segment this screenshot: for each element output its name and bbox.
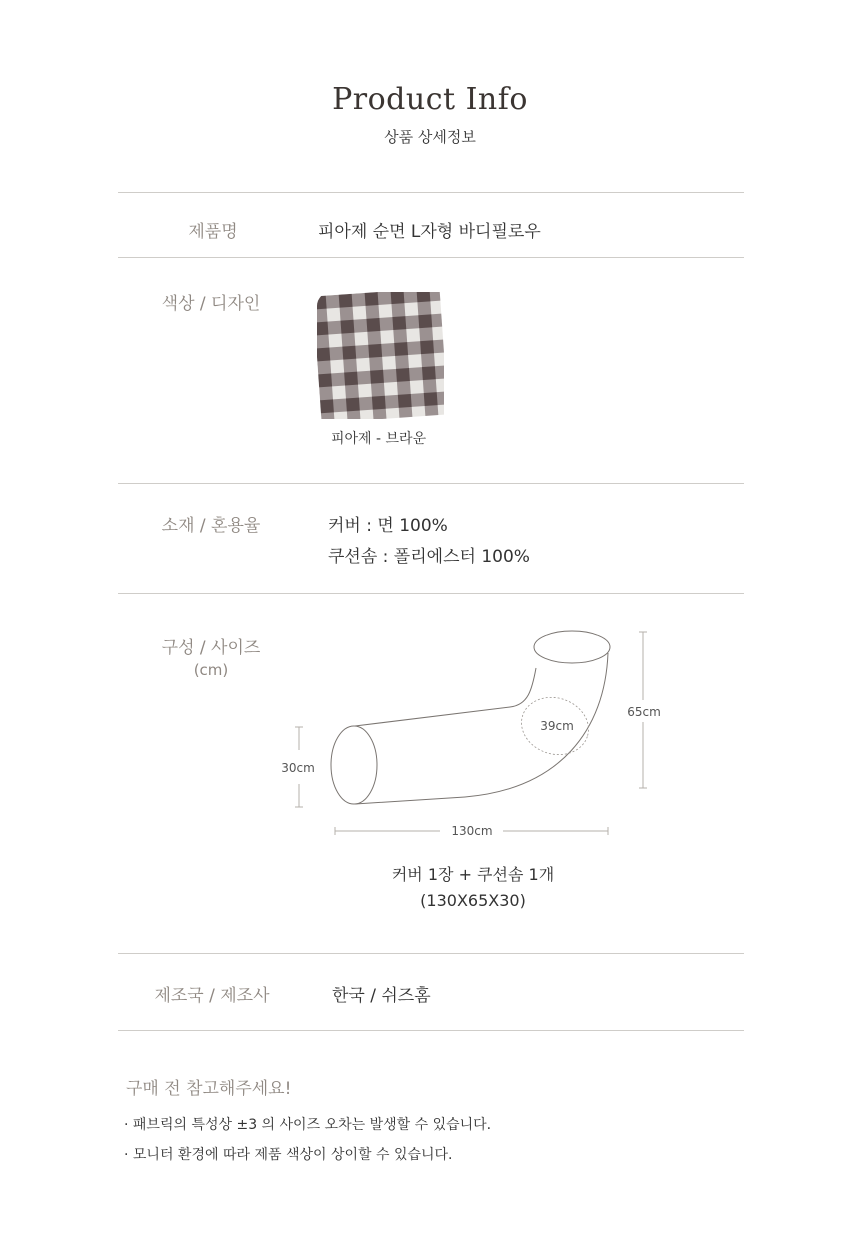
- divider: [118, 953, 744, 954]
- divider: [118, 593, 744, 594]
- fabric-swatch-image: [317, 292, 444, 419]
- origin-value: 한국 / 쉬즈홈: [332, 986, 431, 1006]
- divider: [118, 257, 744, 258]
- material-filling: 쿠션솜 : 폴리에스터 100%: [328, 547, 530, 567]
- dim-width-label: 130cm: [451, 824, 493, 838]
- divider: [118, 483, 744, 484]
- material-cover: 커버 : 면 100%: [328, 516, 448, 536]
- product-name-label: 제품명: [188, 222, 238, 242]
- swatch-caption: 피아제 - 브라운: [331, 431, 427, 447]
- page-title: Product Info: [332, 82, 528, 117]
- color-label: 색상 / 디자인: [161, 294, 261, 314]
- dim-diameter-label: 30cm: [281, 761, 315, 775]
- product-name-value: 피아제 순면 L자형 바디필로우: [318, 222, 541, 242]
- dim-inner-label: 39cm: [540, 719, 574, 733]
- material-label: 소재 / 혼용율: [161, 516, 261, 536]
- divider-bottom: [118, 1030, 744, 1031]
- notice-item: · 모니터 환경에 따라 제품 색상이 상이할 수 있습니다.: [124, 1147, 453, 1163]
- page-subtitle: 상품 상세정보: [384, 128, 476, 146]
- notice-title: 구매 전 참고해주세요!: [126, 1079, 292, 1099]
- composition-text: 커버 1장 + 쿠션솜 1개: [391, 865, 555, 884]
- notice-item: · 패브릭의 특성상 ±3 의 사이즈 오차는 발생할 수 있습니다.: [124, 1117, 492, 1133]
- dim-height-label: 65cm: [627, 705, 661, 719]
- size-label: 구성 / 사이즈: [161, 638, 261, 658]
- composition-dimensions: (130X65X30): [420, 891, 526, 910]
- origin-label: 제조국 / 제조사: [154, 986, 270, 1006]
- divider-top: [118, 192, 744, 193]
- size-unit: (cm): [193, 661, 229, 679]
- pillow-size-diagram: [270, 620, 670, 842]
